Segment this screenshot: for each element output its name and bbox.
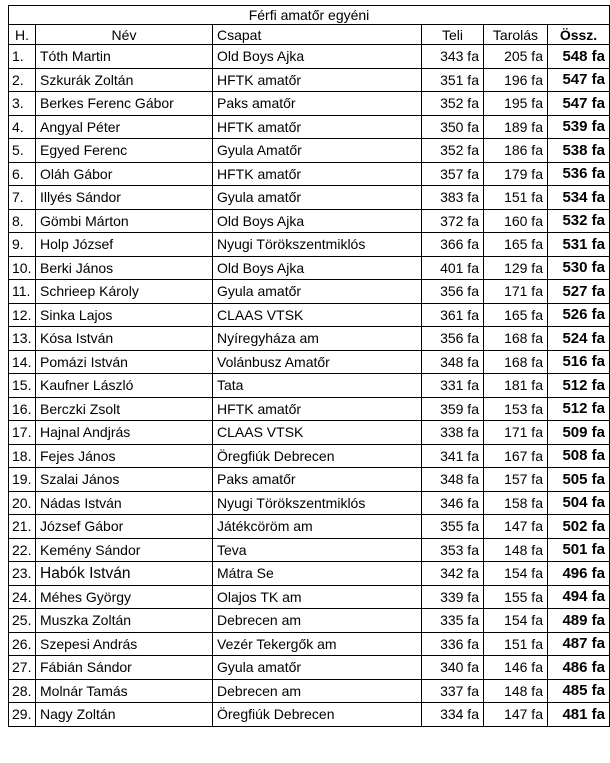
player-name: Habók István (36, 562, 213, 586)
tarolas-score: 165 fa (484, 233, 548, 257)
header-name: Név (36, 25, 213, 45)
rank-cell: 17. (9, 421, 36, 445)
player-name: Nagy Zoltán (36, 703, 213, 727)
tarolas-score: 160 fa (484, 209, 548, 233)
total-score: 486 fa (548, 656, 610, 680)
player-name: Kemény Sándor (36, 538, 213, 562)
teli-score: 339 fa (422, 585, 484, 609)
rank-cell: 21. (9, 515, 36, 539)
teli-score: 352 fa (422, 139, 484, 163)
rank-cell: 19. (9, 468, 36, 492)
rank-cell: 27. (9, 656, 36, 680)
player-name: Molnár Tamás (36, 679, 213, 703)
rank-cell: 3. (9, 92, 36, 116)
total-score: 536 fa (548, 162, 610, 186)
team-name: Gyula Amatőr (213, 139, 422, 163)
total-score: 489 fa (548, 609, 610, 633)
teli-score: 352 fa (422, 92, 484, 116)
header-team: Csapat (213, 25, 422, 45)
total-score: 494 fa (548, 585, 610, 609)
total-score: 547 fa (548, 92, 610, 116)
teli-score: 331 fa (422, 374, 484, 398)
player-name: Fábián Sándor (36, 656, 213, 680)
tarolas-score: 154 fa (484, 562, 548, 586)
total-score: 485 fa (548, 679, 610, 703)
rank-cell: 5. (9, 139, 36, 163)
teli-score: 343 fa (422, 45, 484, 69)
teli-score: 359 fa (422, 397, 484, 421)
teli-score: 342 fa (422, 562, 484, 586)
table-row (9, 468, 610, 492)
tarolas-score: 129 fa (484, 256, 548, 280)
player-name: Kósa István (36, 327, 213, 351)
player-name: Hajnal Andjrás (36, 421, 213, 445)
table-row (9, 397, 610, 421)
team-name: Volánbusz Amatőr (213, 350, 422, 374)
rank-cell: 6. (9, 162, 36, 186)
rank-cell: 22. (9, 538, 36, 562)
team-name: Játékcöröm am (213, 515, 422, 539)
teli-score: 372 fa (422, 209, 484, 233)
team-name: Vezér Tekergők am (213, 632, 422, 656)
table-row (9, 209, 610, 233)
teli-score: 351 fa (422, 68, 484, 92)
tarolas-score: 196 fa (484, 68, 548, 92)
tarolas-score: 186 fa (484, 139, 548, 163)
tarolas-score: 147 fa (484, 515, 548, 539)
rank-cell: 4. (9, 115, 36, 139)
player-name: Angyal Péter (36, 115, 213, 139)
teli-score: 341 fa (422, 444, 484, 468)
teli-score: 346 fa (422, 491, 484, 515)
header-total: Össz. (548, 25, 610, 45)
rank-cell: 28. (9, 679, 36, 703)
team-name: Debrecen am (213, 679, 422, 703)
team-name: CLAAS VTSK (213, 421, 422, 445)
team-name: CLAAS VTSK (213, 303, 422, 327)
team-name: Nyugi Törökszentmiklós (213, 491, 422, 515)
table-row (9, 350, 610, 374)
team-name: Mátra Se (213, 562, 422, 586)
table-row (9, 327, 610, 351)
player-name: Berczki Zsolt (36, 397, 213, 421)
total-score: 481 fa (548, 703, 610, 727)
tarolas-score: 157 fa (484, 468, 548, 492)
total-score: 487 fa (548, 632, 610, 656)
table-row (9, 115, 610, 139)
table-row (9, 609, 610, 633)
team-name: HFTK amatőr (213, 397, 422, 421)
rank-cell: 25. (9, 609, 36, 633)
table-row (9, 538, 610, 562)
tarolas-score: 151 fa (484, 186, 548, 210)
team-name: Paks amatőr (213, 468, 422, 492)
tarolas-score: 148 fa (484, 679, 548, 703)
header-row (9, 25, 610, 45)
tarolas-score: 148 fa (484, 538, 548, 562)
teli-score: 348 fa (422, 350, 484, 374)
total-score: 534 fa (548, 186, 610, 210)
team-name: HFTK amatőr (213, 68, 422, 92)
player-name: Nádas István (36, 491, 213, 515)
teli-score: 340 fa (422, 656, 484, 680)
teli-score: 401 fa (422, 256, 484, 280)
player-name: Pomázi István (36, 350, 213, 374)
tarolas-score: 155 fa (484, 585, 548, 609)
rank-cell: 18. (9, 444, 36, 468)
total-score: 524 fa (548, 327, 610, 351)
results-table (8, 5, 610, 727)
team-name: Olajos TK am (213, 585, 422, 609)
total-score: 531 fa (548, 233, 610, 257)
player-name: Szepesi András (36, 632, 213, 656)
tarolas-score: 165 fa (484, 303, 548, 327)
team-name: Teva (213, 538, 422, 562)
team-name: Tata (213, 374, 422, 398)
teli-score: 353 fa (422, 538, 484, 562)
table-row (9, 92, 610, 116)
team-name: HFTK amatőr (213, 162, 422, 186)
total-score: 527 fa (548, 280, 610, 304)
table-row (9, 632, 610, 656)
tarolas-score: 151 fa (484, 632, 548, 656)
table-row (9, 374, 610, 398)
table-row (9, 139, 610, 163)
total-score: 504 fa (548, 491, 610, 515)
player-name: Gömbi Márton (36, 209, 213, 233)
header-teli: Teli (422, 25, 484, 45)
team-name: Paks amatőr (213, 92, 422, 116)
total-score: 539 fa (548, 115, 610, 139)
tarolas-score: 146 fa (484, 656, 548, 680)
table-row (9, 233, 610, 257)
title-row (9, 6, 610, 25)
rank-cell: 26. (9, 632, 36, 656)
teli-score: 357 fa (422, 162, 484, 186)
table-row (9, 656, 610, 680)
rank-cell: 11. (9, 280, 36, 304)
team-name: Nyíregyháza am (213, 327, 422, 351)
total-score: 547 fa (548, 68, 610, 92)
tarolas-score: 171 fa (484, 280, 548, 304)
teli-score: 361 fa (422, 303, 484, 327)
tarolas-score: 147 fa (484, 703, 548, 727)
teli-score: 366 fa (422, 233, 484, 257)
rank-cell: 10. (9, 256, 36, 280)
tarolas-score: 181 fa (484, 374, 548, 398)
player-name: József Gábor (36, 515, 213, 539)
team-name: Old Boys Ajka (213, 256, 422, 280)
teli-score: 337 fa (422, 679, 484, 703)
rank-cell: 1. (9, 45, 36, 69)
rank-cell: 24. (9, 585, 36, 609)
tarolas-score: 153 fa (484, 397, 548, 421)
team-name: Nyugi Törökszentmiklós (213, 233, 422, 257)
rank-cell: 14. (9, 350, 36, 374)
player-name: Illyés Sándor (36, 186, 213, 210)
teli-score: 336 fa (422, 632, 484, 656)
player-name: Holp József (36, 233, 213, 257)
table-row (9, 562, 610, 586)
teli-score: 355 fa (422, 515, 484, 539)
table-row (9, 444, 610, 468)
table-row (9, 280, 610, 304)
player-name: Oláh Gábor (36, 162, 213, 186)
team-name: Öregfiúk Debrecen (213, 703, 422, 727)
player-name: Sinka Lajos (36, 303, 213, 327)
total-score: 509 fa (548, 421, 610, 445)
total-score: 512 fa (548, 397, 610, 421)
header-tarolas: Tarolás (484, 25, 548, 45)
total-score: 548 fa (548, 45, 610, 69)
table-row (9, 68, 610, 92)
rank-cell: 9. (9, 233, 36, 257)
rank-cell: 29. (9, 703, 36, 727)
table-title: Férfi amatőr egyéni (9, 6, 610, 25)
total-score: 508 fa (548, 444, 610, 468)
teli-score: 356 fa (422, 327, 484, 351)
teli-score: 356 fa (422, 280, 484, 304)
rank-cell: 23. (9, 562, 36, 586)
player-name: Tóth Martin (36, 45, 213, 69)
table-row (9, 421, 610, 445)
tarolas-score: 158 fa (484, 491, 548, 515)
player-name: Egyed Ferenc (36, 139, 213, 163)
total-score: 505 fa (548, 468, 610, 492)
player-name: Muszka Zoltán (36, 609, 213, 633)
rank-cell: 13. (9, 327, 36, 351)
total-score: 532 fa (548, 209, 610, 233)
tarolas-score: 168 fa (484, 327, 548, 351)
team-name: Debrecen am (213, 609, 422, 633)
table-row (9, 256, 610, 280)
player-name: Berki János (36, 256, 213, 280)
header-rank: H. (9, 25, 36, 45)
player-name: Berkes Ferenc Gábor (36, 92, 213, 116)
team-name: Gyula amatőr (213, 280, 422, 304)
tarolas-score: 154 fa (484, 609, 548, 633)
rank-cell: 12. (9, 303, 36, 327)
total-score: 530 fa (548, 256, 610, 280)
total-score: 538 fa (548, 139, 610, 163)
table-row (9, 515, 610, 539)
team-name: Öregfiúk Debrecen (213, 444, 422, 468)
rank-cell: 8. (9, 209, 36, 233)
tarolas-score: 189 fa (484, 115, 548, 139)
teli-score: 338 fa (422, 421, 484, 445)
total-score: 526 fa (548, 303, 610, 327)
total-score: 502 fa (548, 515, 610, 539)
tarolas-score: 195 fa (484, 92, 548, 116)
total-score: 512 fa (548, 374, 610, 398)
tarolas-score: 171 fa (484, 421, 548, 445)
team-name: Gyula amatőr (213, 186, 422, 210)
table-row (9, 303, 610, 327)
team-name: Old Boys Ajka (213, 209, 422, 233)
table-row (9, 45, 610, 69)
teli-score: 334 fa (422, 703, 484, 727)
table-row (9, 162, 610, 186)
teli-score: 383 fa (422, 186, 484, 210)
player-name: Kaufner László (36, 374, 213, 398)
team-name: HFTK amatőr (213, 115, 422, 139)
tarolas-score: 167 fa (484, 444, 548, 468)
teli-score: 335 fa (422, 609, 484, 633)
rank-cell: 15. (9, 374, 36, 398)
teli-score: 350 fa (422, 115, 484, 139)
teli-score: 348 fa (422, 468, 484, 492)
rank-cell: 2. (9, 68, 36, 92)
rank-cell: 20. (9, 491, 36, 515)
table-row (9, 703, 610, 727)
player-name: Fejes János (36, 444, 213, 468)
player-name: Szalai János (36, 468, 213, 492)
team-name: Old Boys Ajka (213, 45, 422, 69)
rank-cell: 16. (9, 397, 36, 421)
total-score: 501 fa (548, 538, 610, 562)
total-score: 516 fa (548, 350, 610, 374)
table-row (9, 585, 610, 609)
table-row (9, 491, 610, 515)
table-row (9, 679, 610, 703)
player-name: Szkurák Zoltán (36, 68, 213, 92)
table-row (9, 186, 610, 210)
rank-cell: 7. (9, 186, 36, 210)
total-score: 496 fa (548, 562, 610, 586)
team-name: Gyula amatőr (213, 656, 422, 680)
tarolas-score: 179 fa (484, 162, 548, 186)
player-name: Méhes György (36, 585, 213, 609)
tarolas-score: 205 fa (484, 45, 548, 69)
tarolas-score: 168 fa (484, 350, 548, 374)
player-name: Schrieep Károly (36, 280, 213, 304)
